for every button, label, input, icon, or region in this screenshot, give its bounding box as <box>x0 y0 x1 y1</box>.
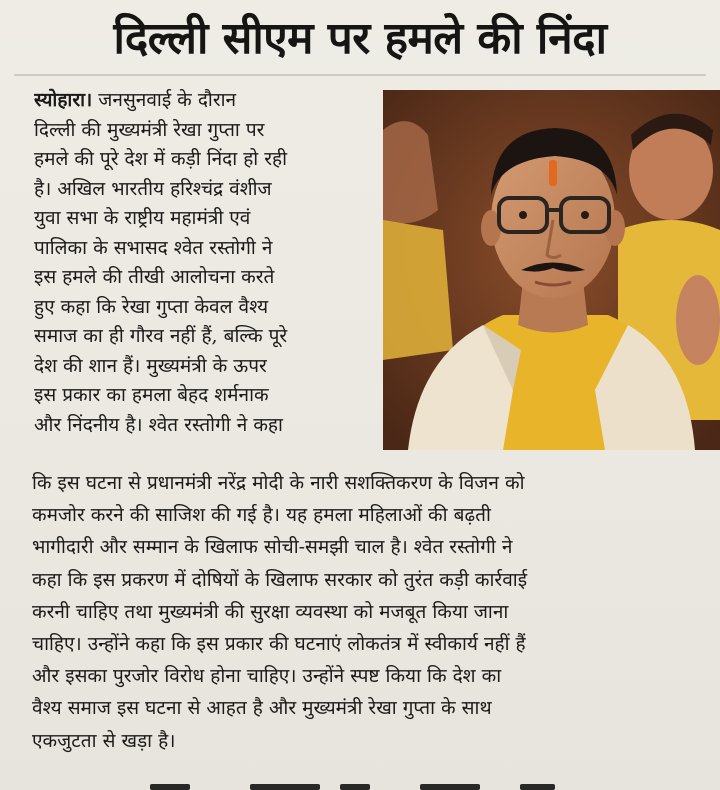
dateline: स्योहारा। <box>34 89 93 111</box>
cut-glyph <box>250 784 320 790</box>
text-line: इस प्रकार का हमला बेहद शर्मनाक <box>34 384 269 406</box>
cut-glyph <box>520 784 555 790</box>
cut-glyph <box>340 784 370 790</box>
text-line: हुए कहा कि रेखा गुप्ता केवल वैश्य <box>34 295 269 318</box>
text-line: कि इस घटना से प्रधानमंत्री नरेंद्र मोदी के नारी सशक्तिकरण के विजन को <box>32 472 525 494</box>
text-line: है। अखिल भारतीय हरिश्चंद्र वंशीज <box>34 177 272 200</box>
text-line: और इसका पुरजोर विरोध होना चाहिए। उन्होंने स्पष्ट किया कि देश का <box>32 665 502 688</box>
text-line-content: जनसुनवाई के दौरान <box>98 89 237 111</box>
text-line: हमले की पूरे देश में कड़ी निंदा हो रही <box>34 148 288 170</box>
text-line: समाज का ही गौरव नहीं हैं, बल्कि पूरे <box>34 325 288 347</box>
text-line: करनी चाहिए तथा मुख्यमंत्री की सुरक्षा व्यवस्था को मजबूत किया जाना <box>32 600 509 623</box>
text-line: एकजुटता से खड़ा है। <box>32 729 176 752</box>
article-body-full-width <box>32 467 704 757</box>
article-column-text <box>34 86 372 440</box>
text-line: वैश्य समाज इस घटना से आहत है और मुख्यमंत्री रेखा गुप्ता के साथ <box>32 697 492 720</box>
text-line: देश की शान हैं। मुख्यमंत्री के ऊपर <box>34 354 267 377</box>
headline-rule <box>14 74 706 76</box>
text-line <box>34 86 372 116</box>
text-line: भागीदारी और सम्मान के खिलाफ सोची-समझी चाल है। श्वेत रस्तोगी ने <box>32 536 513 559</box>
cut-glyph <box>150 784 190 790</box>
text-line: इस हमले की तीखी आलोचना करते <box>34 266 275 288</box>
cut-glyph <box>420 784 480 790</box>
text-line: चाहिए। उन्होंने कहा कि इस प्रकार की घटनाएं लोकतंत्र में स्वीकार्य नहीं हैं <box>32 633 526 656</box>
text-line: पालिका के सभासद श्वेत रस्तोगी ने <box>34 236 273 259</box>
text-line: युवा सभा के राष्ट्रीय महामंत्री एवं <box>34 207 251 229</box>
text-line: कमजोर करने की साजिश की गई है। यह हमला महिलाओं की बढ़ती <box>32 504 491 527</box>
text-line: दिल्ली की मुख्यमंत्री रेखा गुप्ता पर <box>34 118 265 141</box>
text-line: और निंदनीय है। श्वेत रस्तोगी ने कहा <box>34 413 283 436</box>
portrait-photo <box>383 90 720 450</box>
portrait-illustration <box>383 90 720 450</box>
next-article-cut-text <box>0 782 720 790</box>
text-line: कहा कि इस प्रकरण में दोषियों के खिलाफ सरकार को तुरंत कड़ी कार्रवाई <box>32 568 528 591</box>
headline: दिल्ली सीएम पर हमले की निंदा <box>113 13 607 64</box>
